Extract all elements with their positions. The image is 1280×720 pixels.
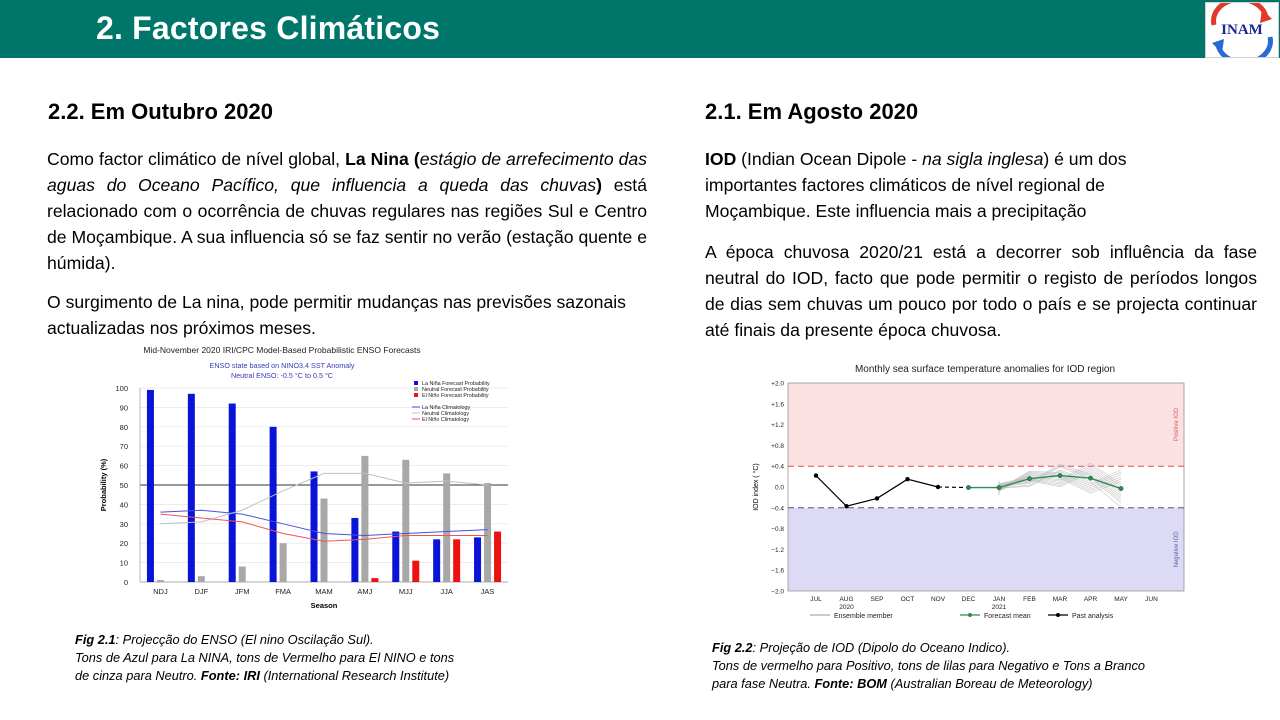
bar-la-ni-a-forecast-probability [229,404,236,582]
y-tick-label: 90 [119,403,128,413]
bar-la-ni-a-forecast-probability [392,532,399,582]
left-paragraph-2: O surgimento de La nina, pode permitir mudanças nas previsões sazonais actualizadas nos próximos meses. [47,292,626,338]
caption-text: de cinza para Neutro. [75,668,201,683]
y-tick-label: 0.0 [774,484,784,492]
fig-label: Fig 2.1 [75,632,116,647]
caption-text: (Australian Boreau de Meteorology) [886,676,1093,691]
past-analysis-point [905,477,909,481]
zone-label-negative: Negative IOD [1174,531,1180,568]
caption-text: : Projecção do ENSO (El nino Oscilação Sul). [115,632,374,647]
bar-el-ni-o-forecast-probability [453,539,460,582]
bar-la-ni-a-forecast-probability [188,394,195,582]
bar-neutral-forecast-probability [484,483,491,582]
chart-subtitle: Neutral ENSO: -0.5 °C to 0.5 °C [230,371,334,380]
caption-fig-2-2 [712,639,1232,693]
y-tick-label: +0.4 [771,463,784,471]
x-tick-label: SEP [870,596,884,603]
legend-label: Neutral Climatology [422,411,470,417]
y-tick-label: 100 [115,384,128,393]
forecast-mean-point [966,485,970,489]
y-tick-label: 20 [119,539,128,549]
bar-la-ni-a-forecast-probability [474,537,481,582]
x-tick-label: JAN [992,596,1006,603]
legend-marker [968,613,972,617]
left-paragraph-1 [47,146,647,276]
legend-swatch [414,393,418,397]
caption-line: Tons de vermelho para Positivo, tons de lilas para Negativo e Tons a Branco [712,658,1145,673]
forecast-mean-point [1058,473,1062,477]
bar-neutral-forecast-probability [280,543,287,582]
forecast-mean-point [997,485,1001,489]
transition-line [938,487,969,488]
inam-logo [1205,2,1279,58]
bar-la-ni-a-forecast-probability [311,471,318,582]
x-tick-label: NOV [930,596,946,603]
right-paragraph-1 [705,146,1175,224]
legend-label: Forecast mean [984,613,1031,620]
x-tick-label: OCT [900,596,915,603]
x-tick-label: AUG [839,596,854,603]
text-run: ) [596,175,602,195]
chart-title: Monthly sea surface temperature anomalies for IOD region [854,364,1116,375]
x-tick-label: MAY [1114,596,1128,603]
caption-text: (International Research Institute) [259,668,450,683]
legend-label: Neutral Forecast Probability [422,387,489,393]
bar-la-ni-a-forecast-probability [147,390,154,582]
x-tick-label: JJA [440,587,453,596]
legend-marker [1056,613,1060,617]
past-analysis-line [816,476,938,507]
legend-swatch [414,381,418,385]
year-label: 2020 [839,604,854,611]
x-tick-label: DEC [961,596,976,603]
chart-title: Mid-November 2020 IRI/CPC Model-Based Probabilistic ENSO Forecasts [143,345,421,355]
iod-forecast-chart [748,356,1194,626]
bar-el-ni-o-forecast-probability [371,578,378,582]
y-tick-label: +1.6 [771,401,784,409]
text-run: Como factor climático de nível global, [47,149,346,169]
bar-neutral-forecast-probability [443,473,450,582]
y-tick-label: +2.0 [771,380,784,388]
forecast-mean-point [1027,476,1031,480]
bar-neutral-forecast-probability [157,580,164,582]
y-tick-label: 60 [119,461,128,471]
right-paragraph-2: A época chuvosa 2020/21 está a decorrer sob influência da fase neutral do IOD, facto que pode permitir o registo de períodos longos de dias sem chuvas um pouco por todo o país e se projecta continuar até finais da presente época chuvosa. [705,242,1257,340]
x-tick-label: JAS [480,587,495,596]
source-label: Fonte: IRI [200,668,260,683]
text-run: está relacionado com o ocorrência de chuvas regulares nas regiões Sul e Centro de Moçambique. A sua influencia só se faz sentir no verão (estação quente e húmida). [47,175,647,273]
forecast-mean-point [1088,476,1092,480]
x-tick-label: JFM [234,587,250,596]
bar-neutral-forecast-probability [361,456,368,582]
enso-forecast-chart [96,343,516,615]
bar-el-ni-o-forecast-probability [494,532,501,582]
caption-fig-2-1 [75,631,535,685]
y-tick-label: 80 [119,422,128,432]
x-tick-label: FEB [1023,596,1036,603]
x-tick-label: MAM [315,587,333,596]
y-tick-label: 0 [123,578,128,587]
past-analysis-point [814,473,818,477]
la-nina-definition: estágio de arrefecimento das aguas do Oceano Pacífico, que influencia a queda das chuvas [47,149,647,195]
y-tick-label: −0.8 [771,526,784,534]
chart-subtitle: ENSO state based on NINO3.4 SST Anomaly [209,361,355,370]
legend-label: La Niña Forecast Probability [422,381,490,387]
caption-line [712,639,1232,657]
bar-la-ni-a-forecast-probability [270,427,277,582]
y-tick-label: 30 [119,519,128,529]
y-tick-label: −0.4 [771,505,784,513]
positive-zone [788,383,1184,466]
bar-la-ni-a-forecast-probability [433,539,440,582]
y-tick-label: 40 [119,500,128,510]
legend-swatch [414,387,418,391]
caption-line [75,631,535,649]
y-tick-label: 70 [119,442,128,452]
caption-line [75,667,535,685]
negative-zone [788,508,1184,591]
x-tick-label: MJJ [398,587,413,596]
x-axis-label: Season [310,601,338,610]
legend-label: El Niño Forecast Probability [422,393,489,399]
x-tick-label: MAR [1052,596,1068,603]
logo-text: INAM [1221,22,1263,38]
bar-neutral-forecast-probability [239,566,246,582]
past-analysis-point [875,496,879,500]
right-heading: 2.1. Em Agosto 2020 [705,99,919,124]
x-tick-label: DJF [194,587,209,596]
text-run: na sigla inglesa [922,149,1044,169]
bar-el-ni-o-forecast-probability [412,561,419,582]
fig-label: Fig 2.2 [712,640,753,655]
text-run: ) é um dos importantes factores climáticos de nível regional de Moçambique. Este influencia mais a precipitação [705,149,1127,221]
iod-term: IOD [705,149,737,169]
x-tick-label: APR [1083,596,1098,603]
text-run: (Indian Ocean Dipole - [736,149,923,169]
y-tick-label: −2.0 [771,588,784,596]
y-tick-label: −1.6 [771,567,784,575]
y-tick-label: 50 [119,481,128,490]
bar-la-ni-a-forecast-probability [351,518,358,582]
legend-label: Ensemble member [834,613,893,620]
bar-neutral-forecast-probability [198,576,205,582]
y-axis-label: Probability (%) [99,458,108,512]
zone-label-positive: Positive IOD [1174,407,1180,442]
caption-text: : Projeção de IOD (Dipolo do Oceano Indico). [752,640,1011,655]
past-analysis-point [844,504,848,508]
y-axis-label: IOD index ( °C) [753,463,760,511]
y-tick-label: +1.2 [771,422,784,430]
left-heading: 2.2. Em Outubro 2020 [48,99,273,124]
x-tick-label: NDJ [153,587,168,596]
page-title: 2. Factores Climáticos [96,10,441,46]
x-tick-label: JUN [1145,596,1158,603]
source-label: Fonte: BOM [814,676,887,691]
la-nina-term: La Nina ( [345,149,420,169]
x-tick-label: AMJ [357,587,373,596]
caption-line [712,675,1232,693]
caption-line: Tons de Azul para La NINA, tons de Vermelho para El NINO e tons [75,650,455,665]
bar-neutral-forecast-probability [402,460,409,582]
legend-label: Past analysis [1072,613,1114,620]
legend-label: El Niño Climatology [422,417,470,423]
year-label: 2021 [991,604,1007,611]
y-tick-label: −1.2 [771,546,784,554]
y-tick-label: +0.8 [771,442,784,450]
x-tick-label: FMA [275,587,292,596]
forecast-mean-point [1119,486,1123,490]
legend-label: La Niña Climatology [422,405,471,411]
y-tick-label: 10 [119,558,128,568]
x-tick-label: JUL [810,596,822,603]
caption-text: para fase Neutra. [712,676,815,691]
